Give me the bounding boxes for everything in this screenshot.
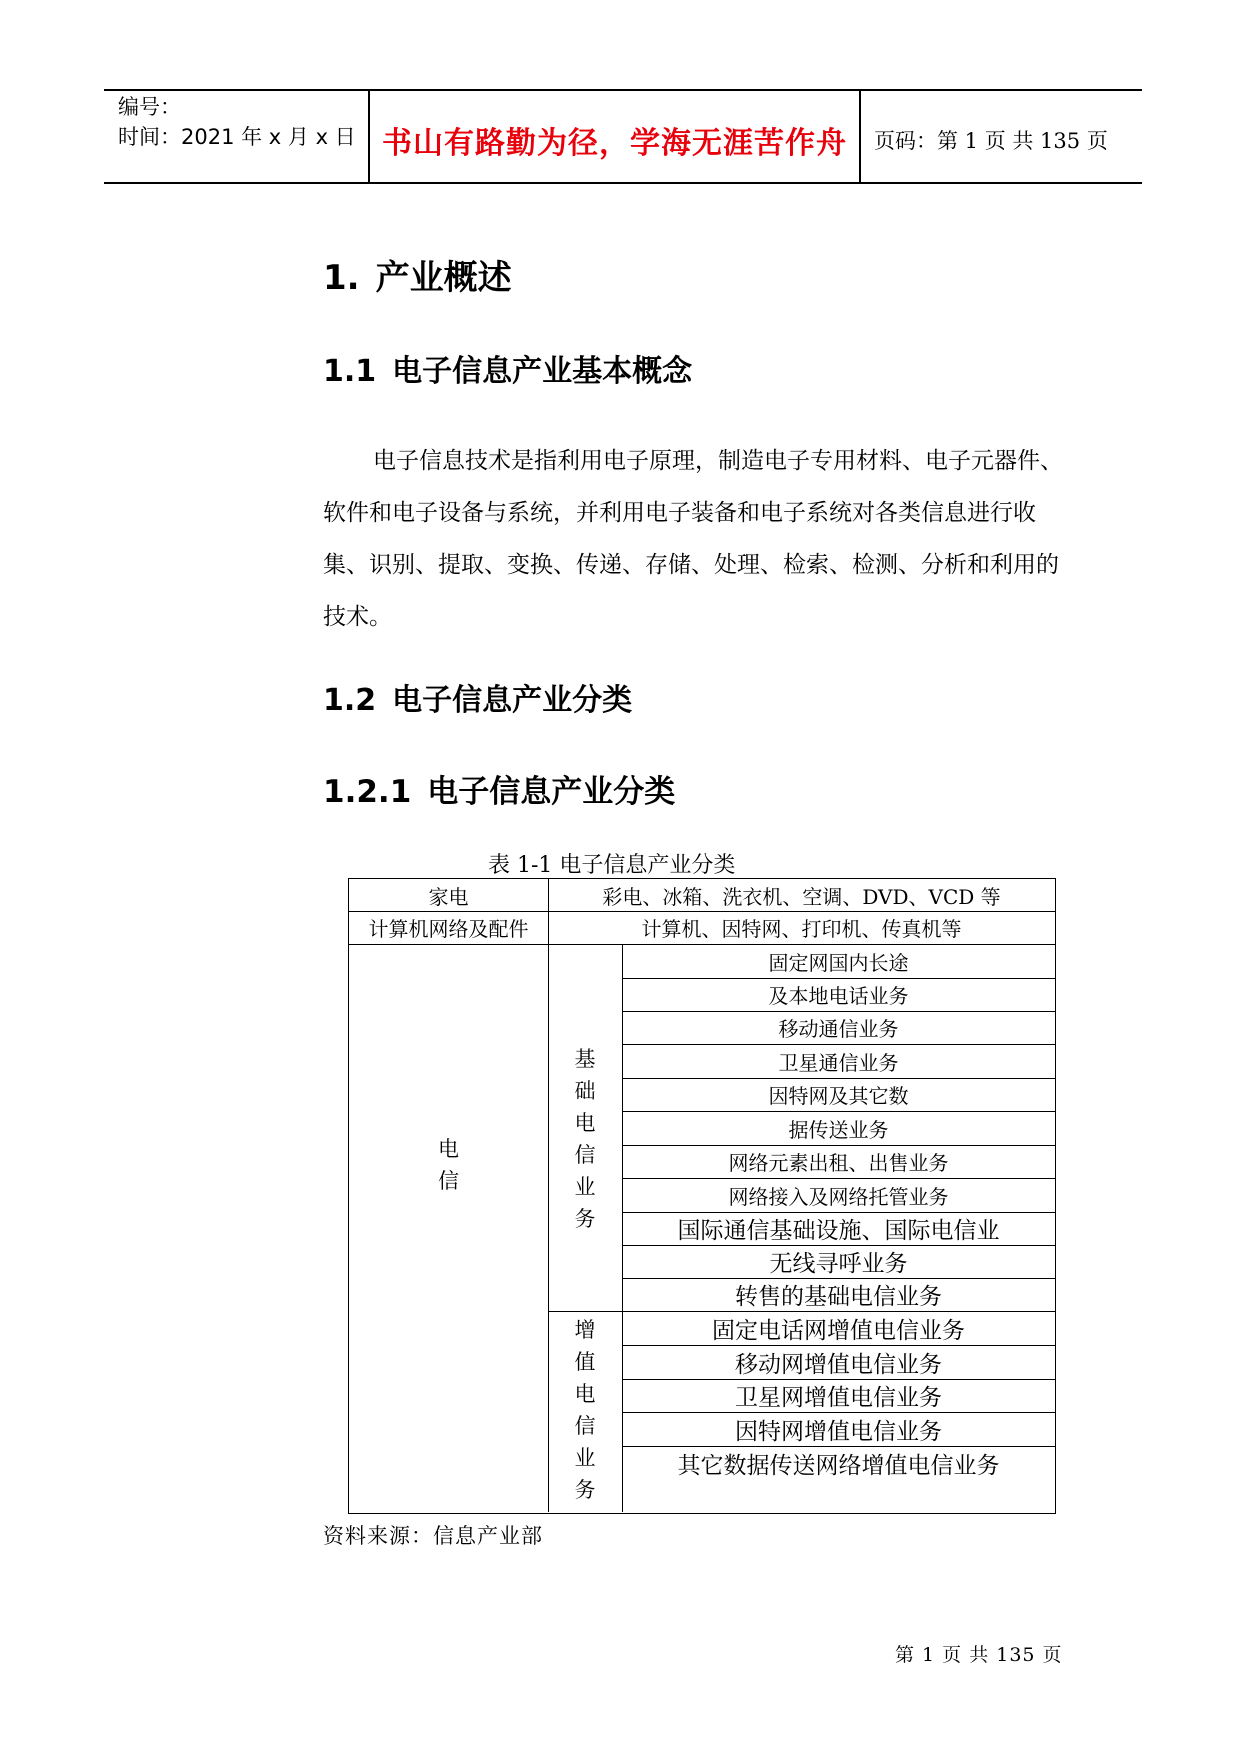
- service-item: 卫星网增值电信业务: [735, 1385, 942, 1411]
- serial-label: 编号：: [118, 95, 181, 119]
- vertical-label-text: 务: [574, 1478, 596, 1502]
- service-item: 固定电话网增值电信业务: [712, 1317, 965, 1344]
- vertical-label-text: 信: [574, 1143, 596, 1167]
- heading-1: [323, 250, 512, 299]
- vertical-label-text: 值: [574, 1350, 596, 1374]
- vertical-label-text: 信: [438, 1169, 459, 1193]
- vertical-label-text: 信: [574, 1414, 596, 1438]
- header-motto: 书山有路勤为径，学海无涯苦作舟: [382, 126, 847, 161]
- service-item: 无线寻呼业务: [769, 1251, 908, 1277]
- table-source: 资料来源：信息产业部: [323, 1524, 543, 1548]
- examples-cell: 彩电、冰箱、洗衣机、空调、DVD、VCD 等: [602, 884, 1001, 909]
- category-cell: 家电: [428, 884, 469, 909]
- heading-number: 1.2.1: [323, 774, 412, 810]
- vertical-label-text: 业: [574, 1175, 596, 1199]
- page-footer: 第 1 页 共 135 页: [895, 1644, 1063, 1666]
- vertical-label-text: 基: [574, 1047, 596, 1071]
- heading-1-2: [323, 675, 632, 719]
- vertical-label-text: 务: [574, 1207, 596, 1231]
- service-item: 因特网增值电信业务: [735, 1418, 942, 1445]
- service-item: 转售的基础电信业务: [735, 1284, 942, 1310]
- body-paragraph: 电子信息技术是指利用电子原理，制造电子专用材料、电子元器件、软件和电子设备与系统，并利用电子装备和电子系统对各类信息进行收集、识别、提取、变换、传递、存储、处理、检索、检测、分析和利用的技术。: [323, 448, 1063, 630]
- header-meta: [118, 92, 356, 152]
- industry-classification-table: [348, 878, 1056, 1514]
- heading-number: 1.1: [323, 354, 377, 389]
- service-item: 及本地电话业务: [768, 984, 909, 1008]
- heading-1-2-1: [323, 766, 675, 811]
- service-item: 网络接入及网络托管业务: [728, 1184, 949, 1209]
- value-added-telecom-label: [548, 1314, 622, 1506]
- heading-text: 产业概述: [375, 258, 512, 298]
- vertical-label-text: 电: [574, 1382, 596, 1406]
- header-top-rule: [104, 89, 1142, 91]
- vertical-label-text: 础: [574, 1079, 596, 1103]
- heading-number: 1.2: [323, 683, 377, 718]
- header-bottom-rule: [104, 182, 1142, 184]
- heading-text: 电子信息产业分类: [427, 774, 676, 810]
- heading-1-1: [323, 346, 692, 390]
- category-cell: 计算机网络及配件: [368, 917, 529, 941]
- vertical-label-text: 电: [438, 1137, 459, 1161]
- service-item: 网络元素出租、出售业务: [728, 1151, 949, 1175]
- vertical-label-text: 业: [574, 1446, 596, 1470]
- heading-number: 1.: [323, 258, 360, 298]
- time-label: 时间：2021 年 x 月 x 日: [118, 125, 356, 149]
- telecom-category-cell: [349, 1133, 548, 1197]
- service-item: 据传送业务: [788, 1117, 889, 1142]
- service-item: 移动通信业务: [778, 1017, 899, 1041]
- header-divider: [859, 89, 861, 183]
- service-item: 国际通信基础设施、国际电信业: [677, 1218, 1000, 1244]
- service-item: 其它数据传送网络增值电信业务: [677, 1452, 1000, 1479]
- examples-cell: 计算机、因特网、打印机、传真机等: [641, 917, 962, 941]
- service-item: 移动网增值电信业务: [735, 1351, 942, 1378]
- header-page-info: 页码：第 1 页 共 135 页: [874, 129, 1108, 153]
- service-item: 固定网国内长途: [768, 950, 909, 975]
- basic-telecom-label: [548, 1043, 622, 1235]
- table-caption: 表 1-1 电子信息产业分类: [488, 853, 736, 878]
- service-item: 因特网及其它数: [768, 1084, 909, 1108]
- heading-text: 电子信息产业基本概念: [392, 354, 693, 389]
- service-item: 卫星通信业务: [778, 1050, 899, 1075]
- heading-text: 电子信息产业分类: [392, 683, 633, 718]
- vertical-label-text: 电: [574, 1111, 596, 1135]
- vertical-label-text: 增: [574, 1318, 596, 1342]
